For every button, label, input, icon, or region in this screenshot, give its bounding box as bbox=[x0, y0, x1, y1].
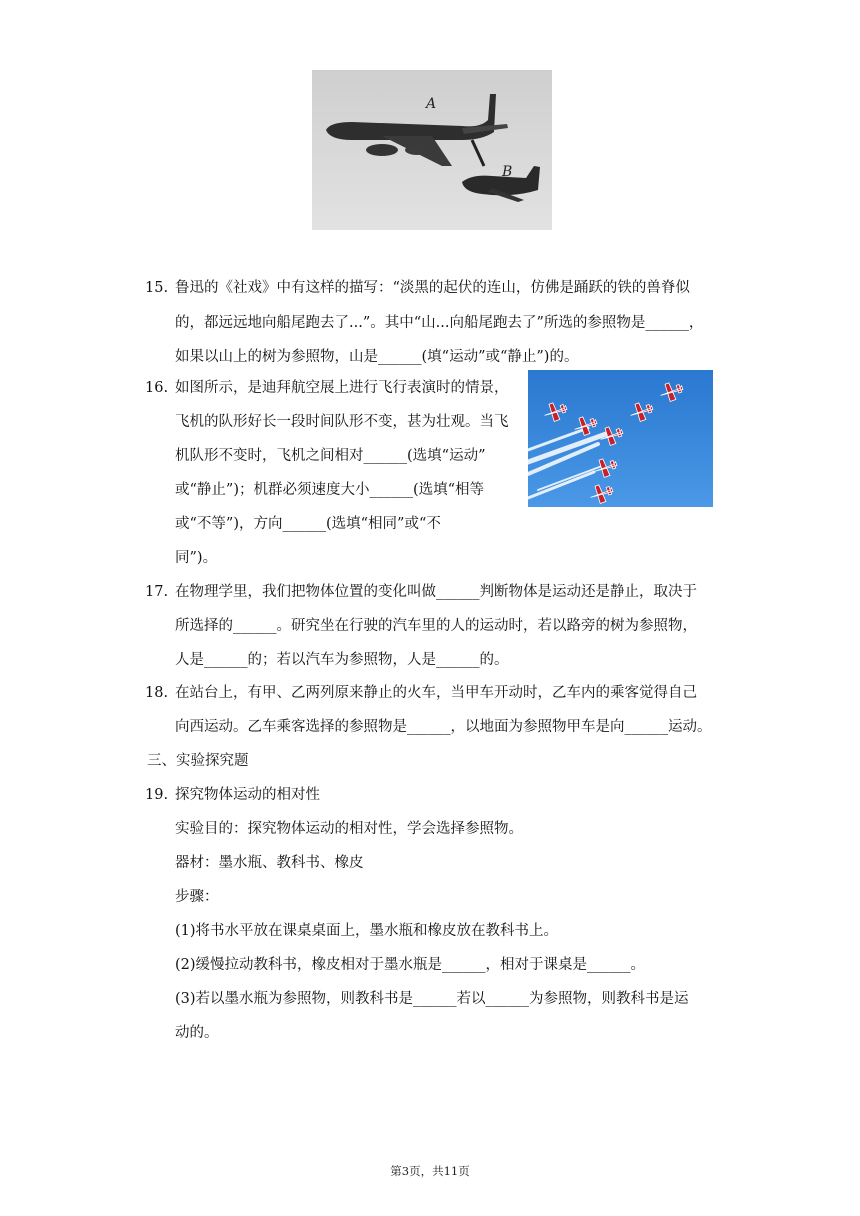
question-19-line-3: 步骤： bbox=[175, 889, 219, 905]
figure-aerobatic-formation bbox=[528, 370, 713, 507]
question-15-line-3: 如果以山上的树为参照物，山是______(填“运动”或“静止”)的。 bbox=[175, 349, 579, 365]
question-19-number: 19. bbox=[145, 787, 169, 803]
label-a: A bbox=[426, 96, 437, 112]
question-19-line-1: 实验目的：探究物体运动的相对性，学会选择参照物。 bbox=[175, 821, 523, 837]
question-15-line-2: 的，都远远地向船尾跑去了...”。其中“山...向船尾跑去了”所选的参照物是______， bbox=[175, 315, 704, 331]
question-18-line-2: 向西运动。乙车乘客选择的参照物是______，以地面为参照物甲车是向______运动。 bbox=[175, 719, 712, 735]
question-16-line-5: 或“不等”)，方向______(选填“相同”或“不 bbox=[175, 516, 441, 532]
question-16-line-6: 同”)。 bbox=[175, 550, 218, 566]
page-footer: 第3页，共11页 bbox=[390, 1164, 470, 1178]
question-16-line-1: 如图所示，是迪拜航空展上进行飞行表演时的情景， bbox=[175, 380, 509, 396]
question-17-line-1: 在物理学里，我们把物体位置的变化叫做______判断物体是运动还是静止，取决于 bbox=[175, 584, 697, 600]
question-19-title: 探究物体运动的相对性 bbox=[175, 787, 320, 803]
question-16-line-4: 或“静止”)；机群必须速度大小______(选填“相等 bbox=[175, 482, 485, 498]
question-16-line-2: 飞机的队形好长一段时间队形不变，甚为壮观。当飞 bbox=[175, 414, 509, 430]
question-17-line-3: 人是______的；若以汽车为参照物，人是______的。 bbox=[175, 652, 509, 668]
aerobatic-formation-illustration bbox=[528, 370, 713, 507]
question-19-line-6: (3)若以墨水瓶为参照物，则教科书是______若以______为参照物，则教科书是运 bbox=[175, 991, 689, 1007]
section-heading-experiment: 三、实验探究题 bbox=[147, 753, 249, 769]
question-17-number: 17. bbox=[145, 584, 169, 600]
question-16-number: 16. bbox=[145, 380, 169, 396]
label-b: B bbox=[502, 164, 513, 180]
figure-aerial-refueling bbox=[312, 70, 552, 230]
question-16-line-3: 机队形不变时，飞机之间相对______(选填“运动” bbox=[175, 448, 486, 464]
aerial-refueling-illustration bbox=[312, 70, 552, 230]
question-15-line-1: 鲁迅的《社戏》中有这样的描写：“淡黑的起伏的连山，仿佛是踊跃的铁的兽脊似 bbox=[175, 280, 690, 296]
question-18-line-1: 在站台上，有甲、乙两列原来静止的火车，当甲车开动时，乙车内的乘客觉得自己 bbox=[175, 685, 697, 701]
question-19-line-7: 动的。 bbox=[175, 1025, 219, 1041]
question-19-line-5: (2)缓慢拉动教科书，橡皮相对于墨水瓶是______，相对于课桌是______。 bbox=[175, 957, 646, 973]
question-19-line-2: 器材：墨水瓶、教科书、橡皮 bbox=[175, 855, 364, 871]
question-18-number: 18. bbox=[145, 685, 169, 701]
question-15-number: 15. bbox=[145, 280, 169, 296]
question-17-line-2: 所选择的______。研究坐在行驶的汽车里的人的运动时，若以路旁的树为参照物， bbox=[175, 618, 697, 634]
question-19-line-4: (1)将书水平放在课桌桌面上，墨水瓶和橡皮放在教科书上。 bbox=[175, 923, 559, 939]
